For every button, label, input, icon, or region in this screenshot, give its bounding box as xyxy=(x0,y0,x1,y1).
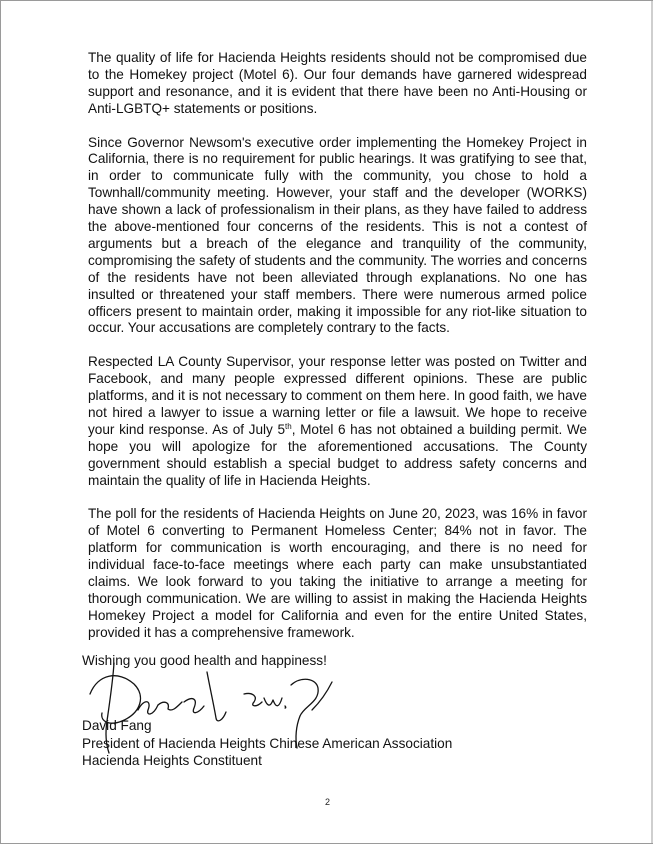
date-ordinal-suffix: th xyxy=(285,421,292,431)
page-number: 2 xyxy=(324,797,330,807)
signer-name: David Fang xyxy=(82,718,152,733)
paragraph-quality-of-life: The quality of life for Hacienda Heights residents should not be compromised due to the Homekey project (Motel 6). Our four demands have garnered widespread support and resonance, and it is evident that there have been no Anti-Housing or Anti-LGBTQ+ statements or positions. xyxy=(88,50,587,116)
closing-line: Wishing you good health and happiness! xyxy=(82,653,327,668)
signer-title: President of Hacienda Heights Chinese American Association xyxy=(82,735,453,751)
paragraph-response-letter xyxy=(88,354,587,489)
paragraph-response-text-start: Respected LA County Supervisor, your response letter was posted on Twitter and Facebook, and many people expressed different opinions. These are public platforms, and it is not necessary to comment on them here. In good faith, we have not hired a lawyer to issue a warning letter or file a lawsuit. We hope to receive your kind response. As of July 5 xyxy=(88,354,587,437)
letter-body xyxy=(88,50,587,642)
paragraph-response-text-end: , Motel 6 has not obtained a building permit. We hope you will apologize for the aforementioned accusations. The County government should establish a special budget to address safety concerns and maintain the quality of life in Hacienda Heights. xyxy=(88,421,587,488)
signature-block xyxy=(82,717,452,770)
signer-role: Hacienda Heights Constituent xyxy=(82,753,262,769)
paragraph-homekey-townhall: Since Governor Newsom's executive order implementing the Homekey Project in California, there is no requirement for public hearings. It was gratifying to see that, in order to communicate fully with the community, you chose to hold a Townhall/community meeting. However, your staff and the developer (WORKS) have shown a lack of professionalism in their plans, as they have failed to address the above-mentioned four concerns of the residents. This is not a contest of arguments but a breach of the elegance and tranquility of the community, compromising the safety of students and the community. The worries and concerns of the residents have not been alleviated through explanations. No one has insulted or threatened your staff members. There were numerous armed police officers present to maintain order, making it impossible for any riot-like situation to occur. Your accusations are completely contrary to the facts. xyxy=(88,134,587,336)
paragraph-poll-results: The poll for the residents of Hacienda Heights on June 20, 2023, was 16% in favor of Motel 6 converting to Permanent Homeless Center; 84% not in favor. The platform for communication is worth encouraging, and there is no need for individual face-to-face meetings where each party can make unsubstantiated claims. We look forward to you taking the initiative to arrange a meeting for thorough communication. We are willing to assist in making the Hacienda Heights Homekey Project a model for California and even for the entire United States, provided it has a comprehensive framework. xyxy=(88,506,587,640)
